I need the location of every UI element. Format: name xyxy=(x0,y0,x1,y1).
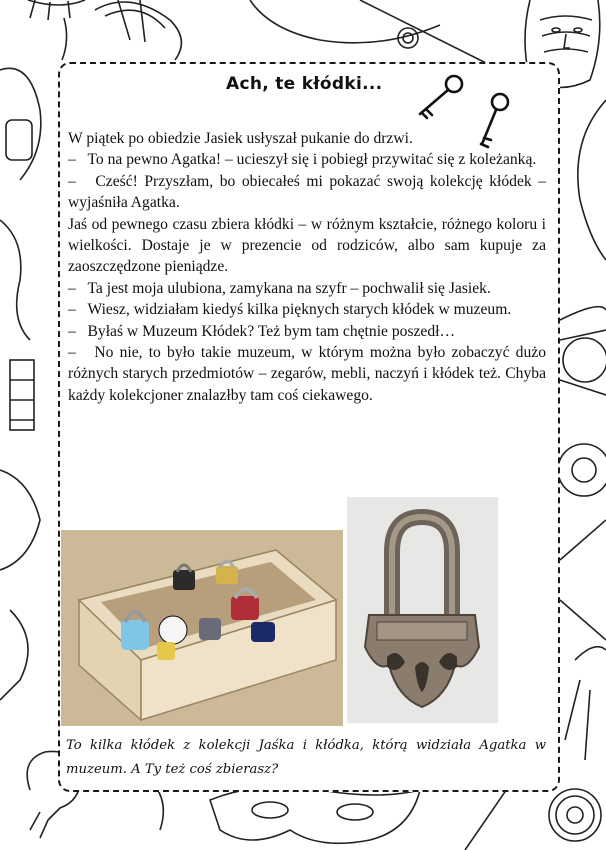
story-paragraph: Jaś od pewnego czasu zbiera kłódki – w różnym kształcie, różnego koloru i wielkości. Dostaje je w prezencie od rodziców, albo sam kupuje za zaoszczędzone pieniądze. xyxy=(68,215,546,276)
story-paragraph: – Byłaś w Muzeum Kłódek? Też bym tam chętnie poszedł… xyxy=(68,322,456,340)
page-title: Ach, te kłódki... xyxy=(226,74,383,94)
story-paragraph: – Wiesz, widziałam kiedyś kilka pięknych starych kłódek w muzeum. xyxy=(68,301,512,319)
old-coin-icon xyxy=(549,789,601,841)
story-paragraph: W piątek po obiedzie Jasiek usłyszał pukanie do drzwi. xyxy=(68,130,413,147)
story-text xyxy=(68,128,546,406)
carnival-mask-icon xyxy=(210,787,420,844)
story-paragraph: – No nie, to było takie muzeum, w którym można było zobaczyć dużo różnych starych przedmiotów – zegarów, mebli, naczyń i kłódek też. Chyba każdy kolekcjoner znalazłby tam coś ciekawego. xyxy=(68,344,546,404)
brooch-icon xyxy=(250,0,500,70)
story-paragraph: – Ta jest moja ulubiona, zamykana na szyfr – pochwalił się Jasiek. xyxy=(68,279,491,297)
photo-caption: To kilka kłódek z kolekcji Jaśka i kłódka, którą widziała Agatka w muzeum. A Ty też coś zbierasz? xyxy=(66,738,546,777)
fan-icon xyxy=(95,0,181,60)
museum-padlock-photo xyxy=(347,497,498,723)
story-paragraph: – Cześć! Przyszłam, bo obiecałeś mi pokazać swoją kolekcję kłódek – wyjaśniła Agatka. xyxy=(68,172,546,212)
umbrella-icon xyxy=(28,0,85,60)
padlock-collection-photo xyxy=(61,530,343,726)
right-border-objects xyxy=(558,100,606,760)
left-border-objects xyxy=(0,68,41,700)
story-paragraph: – To na pewno Agatka! – ucieszył się i pobiegł przywitać się z koleżanką. xyxy=(68,151,537,169)
